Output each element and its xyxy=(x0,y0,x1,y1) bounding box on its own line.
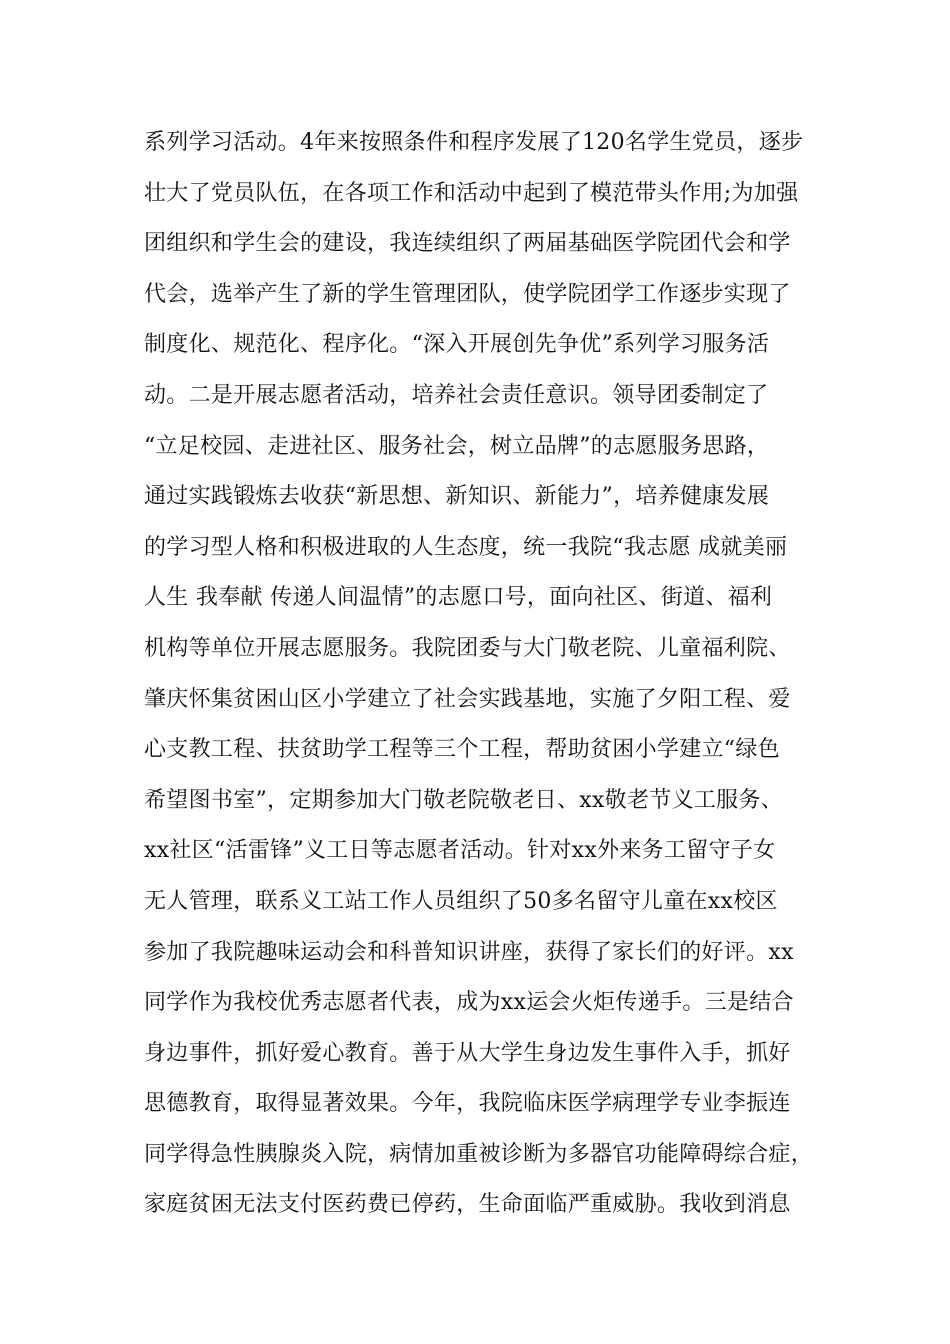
text-line: 通过实践锻炼去收获“新思想、新知识、新能力”，培养健康发展 xyxy=(144,484,770,510)
text-line: 肇庆怀集贫困山区小学建立了社会实践基地，实施了夕阳工程、爱 xyxy=(144,686,791,712)
text-line: 团组织和学生会的建设，我连续组织了两届基础医学院团代会和学 xyxy=(144,231,791,257)
text-line: 思德教育，取得显著效果。今年，我院临床医学病理学专业李振连 xyxy=(144,1091,791,1117)
text-line: 身边事件，抓好爱心教育。善于从大学生身边发生事件入手，抓好 xyxy=(144,1040,791,1066)
text-line: 的学习型人格和积极进取的人生态度，统一我院“我志愿 成就美丽 xyxy=(144,534,788,560)
text-line: 希望图书室”，定期参加大门敬老院敬老日、xx敬老节义工服务、 xyxy=(144,787,784,813)
text-line: 动。二是开展志愿者活动，培养社会责任意识。领导团委制定了 xyxy=(144,382,769,408)
text-line: 机构等单位开展志愿服务。我院团委与大门敬老院、儿童福利院、 xyxy=(144,635,791,661)
text-line: 家庭贫困无法支付医药费已停药，生命面临严重威胁。我收到消息 xyxy=(144,1192,791,1218)
text-line: 参加了我院趣味运动会和科普知识讲座，获得了家长们的好评。xx xyxy=(144,939,794,965)
text-line: 同学得急性胰腺炎入院，病情加重被诊断为多器官功能障碍综合症， xyxy=(144,1141,814,1167)
body-text xyxy=(144,118,834,1231)
text-line: xx社区“活雷锋”义工日等志愿者活动。针对xx外来务工留守子女 xyxy=(144,838,776,864)
text-line: 心支教工程、扶贫助学工程等三个工程，帮助贫困小学建立“绿色 xyxy=(144,737,780,763)
text-line: 壮大了党员队伍，在各项工作和活动中起到了模范带头作用;为加强 xyxy=(144,180,799,206)
text-line: 同学作为我校优秀志愿者代表，成为xx运会火炬传递手。三是结合 xyxy=(144,990,794,1016)
text-line: 制度化、规范化、程序化。“深入开展创先争优”系列学习服务活 xyxy=(144,332,770,358)
text-line: 代会，选举产生了新的学生管理团队，使学院团学工作逐步实现了 xyxy=(144,281,791,307)
text-line: 系列学习活动。4年来按照条件和程序发展了120名学生党员，逐步 xyxy=(144,130,804,155)
text-line: 无人管理，联系义工站工作人员组织了50多名留守儿童在xx校区 xyxy=(144,888,778,914)
text-line: “立足校园、走进社区、服务社会，树立品牌”的志愿服务思路， xyxy=(144,433,770,459)
text-line: 人生 我奉献 传递人间温情”的志愿口号，面向社区、街道、福利 xyxy=(144,585,773,611)
